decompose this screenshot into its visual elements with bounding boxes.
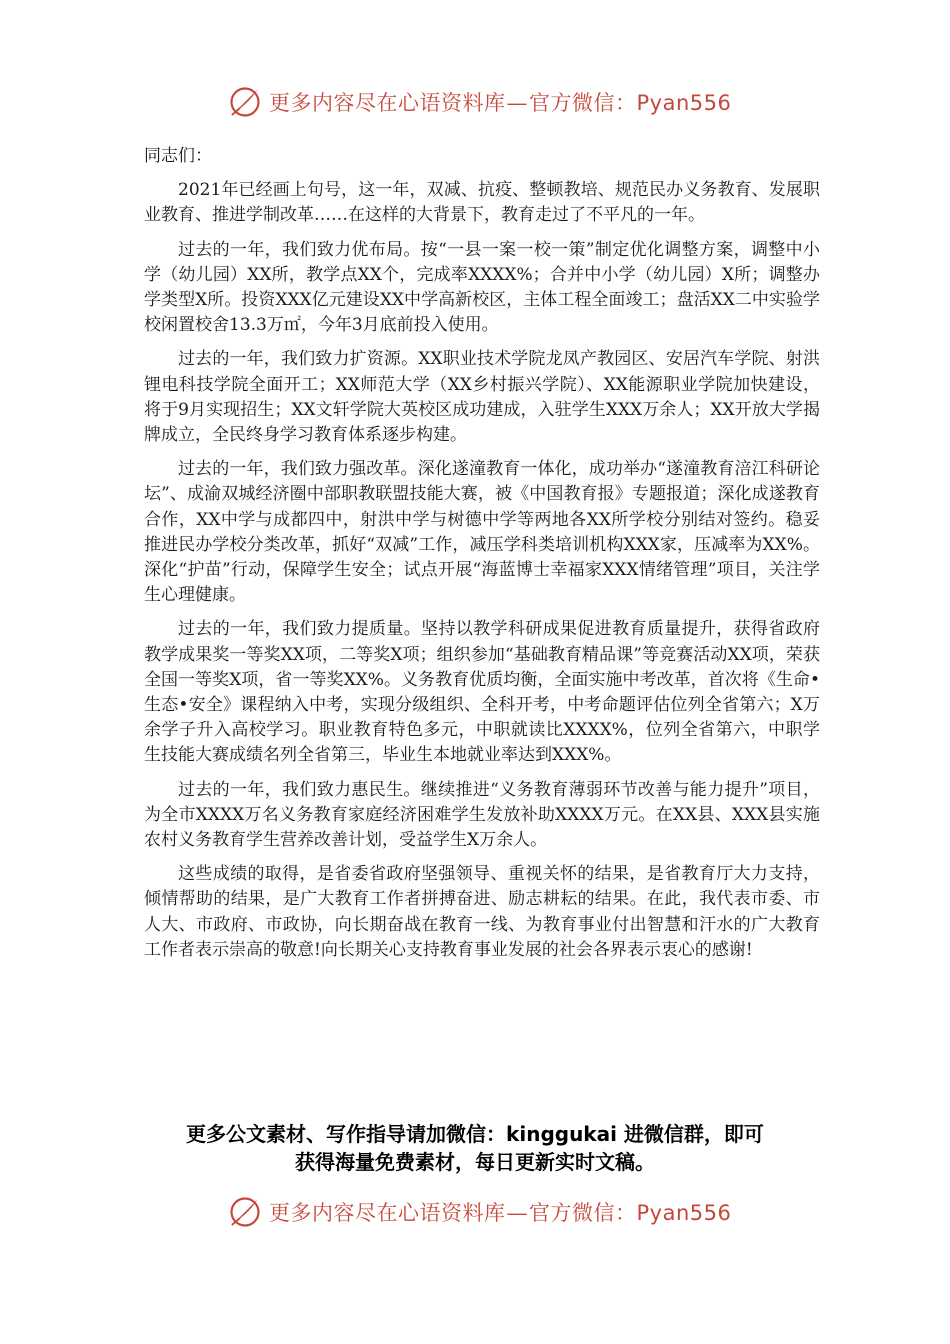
paragraph: 过去的一年，我们致力优布局。按“一县一案一校一策”制定优化调整方案，调整中小学（幼儿园）XX所，教学点XX个，完成率XXXX%；合并中小学（幼儿园）X所；调整办学类型X所。投资XXX亿元建设XX中学高新校区，主体工程全面竣工；盘活XX二中实验学校闲置校舍13.3万㎡，今年3月底前投入使用。 bbox=[144, 239, 820, 336]
promo-line-2: 获得海量免费素材，每日更新实时文稿。 bbox=[295, 1150, 655, 1174]
banner-wechat-id: Pyan556 bbox=[636, 91, 732, 115]
banner-text bbox=[269, 87, 731, 117]
promo-note bbox=[120, 1120, 830, 1176]
speech-body bbox=[144, 144, 820, 963]
paragraph: 过去的一年，我们致力强改革。深化遂潼教育一体化，成功举办“遂潼教育涪江科研论坛”、成渝双城经济圈中部职教联盟技能大赛，被《中国教育报》专题报道；深化成遂教育合作，XX中学与成都四中，射洪中学与树德中学等两地各XX所学校分别结对签约。稳妥推进民办学校分类改革，抓好“双减”工作，减压学科类培训机构XXX家，压减率为XX%。深化“护苗”行动，保障学生安全；试点开展“海蓝博士幸福家XXX情绪管理”项目，关注学生心理健康。 bbox=[144, 459, 820, 606]
promo-line-1: 更多公文素材、写作指导请加微信：kinggukai 进微信群，即可 bbox=[186, 1122, 764, 1146]
banner-title: 更多内容尽在心语资料库 bbox=[269, 1201, 506, 1225]
quill-logo-icon bbox=[227, 84, 263, 120]
banner-dash: — bbox=[506, 91, 528, 115]
footer-banner bbox=[0, 1190, 950, 1234]
banner-title: 更多内容尽在心语资料库 bbox=[269, 91, 506, 115]
paragraph: 过去的一年，我们致力提质量。坚持以教学科研成果促进教育质量提升，获得省政府教学成果奖一等奖XX项，二等奖X项；组织参加“基础教育精品课”等竞赛活动XX项，荣获全国一等奖X项，省一等奖XX%。义务教育优质均衡，全面实施中考改革，首次将《生命•生态•安全》课程纳入中考，实现分级组织、全科开考，中考命题评估位列全省第六；X万余学子升入高校学习。职业教育特色多元，中职就读比XXXX%，位列全省第六，中职学生技能大赛成绩名列全省第三，毕业生本地就业率达到XXX%。 bbox=[144, 619, 820, 766]
quill-logo-icon bbox=[227, 1194, 263, 1230]
banner-wechat-id: Pyan556 bbox=[636, 1201, 732, 1225]
paragraph: 这些成绩的取得，是省委省政府坚强领导、重视关怀的结果，是省教育厅大力支持，倾情帮助的结果，是广大教育工作者拼搏奋进、励志耕耘的结果。在此，我代表市委、市人大、市政府、市政协，向长期奋战在教育一线、为教育事业付出智慧和汗水的广大教育工作者表示崇高的敬意!向长期关心支持教育事业发展的社会各界表示衷心的感谢! bbox=[144, 864, 820, 960]
paragraph: 2021年已经画上句号，这一年，双减、抗疫、整顿教培、规范民办义务教育、发展职业教育、推进学制改革……在这样的大背景下，教育走过了不平凡的一年。 bbox=[144, 180, 820, 226]
paragraph: 过去的一年，我们致力惠民生。继续推进“义务教育薄弱环节改善与能力提升”项目，为全市XXXX万名义务教育家庭经济困难学生发放补助XXXX万元。在XX县、XXX县实施农村义务教育学生营养改善计划，受益学生X万余人。 bbox=[144, 779, 820, 851]
banner-dash: — bbox=[506, 1201, 528, 1225]
banner-suffix: 官方微信： bbox=[529, 91, 637, 115]
banner-suffix: 官方微信： bbox=[529, 1201, 637, 1225]
salutation: 同志们： bbox=[144, 146, 212, 166]
header-banner bbox=[0, 80, 950, 124]
banner-text bbox=[269, 1197, 731, 1227]
paragraph: 过去的一年，我们致力扩资源。XX职业技术学院龙凤产教园区、安居汽车学院、射洪锂电科技学院全面开工；XX师范大学（XX乡村振兴学院）、XX能源职业学院加快建设，将于9月实现招生；XX文轩学院大英校区成功建成，入驻学生XXX万余人；XX开放大学揭牌成立，全民终身学习教育体系逐步构建。 bbox=[144, 349, 820, 446]
